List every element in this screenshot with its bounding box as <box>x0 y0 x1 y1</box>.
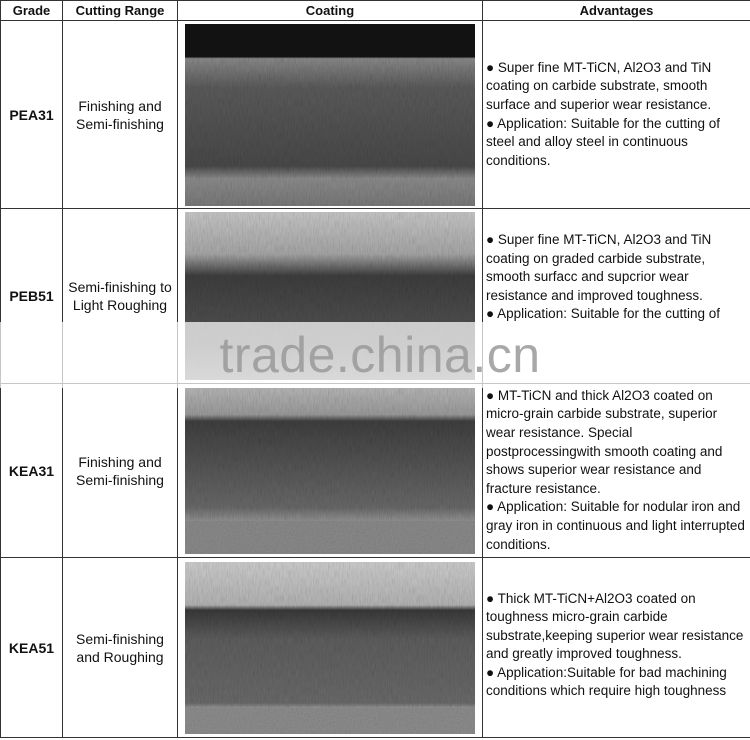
range-line: Finishing and <box>78 97 162 114</box>
application-text: ● Application:Suitable for bad machining conditions which require high toughness <box>486 664 727 699</box>
cutting-range-cell <box>63 21 178 209</box>
advantage-text: ● Super fine MT-TiCN, Al2O3 and TiN coating on carbide substrate, smooth surface and superior wear resistance. <box>486 59 712 112</box>
range-line: Semi-finishing <box>76 630 164 647</box>
advantages-cell <box>483 21 750 209</box>
advantage-text: ● Thick MT-TiCN+Al2O3 coated on toughness micro-grain carbide substrate,keeping superior wear resistance and greatly improved toughness. <box>486 590 744 662</box>
coating-sem-image <box>185 388 475 554</box>
advantages-cell <box>483 384 750 558</box>
grade-cell: PEA31 <box>1 21 63 209</box>
header-cutting-range: Cutting Range <box>63 1 178 21</box>
application-text: ● Application: Suitable for the cutting of steel and alloy steel in continuous conditions. <box>486 115 721 168</box>
range-line: Semi-finishing to <box>68 279 172 295</box>
table-row <box>1 558 750 738</box>
coating-cell <box>178 558 483 738</box>
header-grade: Grade <box>1 1 63 21</box>
cutting-range-cell <box>63 384 178 558</box>
coating-cell <box>178 21 483 209</box>
header-row <box>1 1 750 21</box>
grade-cell: PEB51 <box>1 209 63 384</box>
range-line: Semi-finishing <box>76 471 164 488</box>
range-line: Semi-finishing <box>76 115 164 132</box>
advantages-cell <box>483 558 750 738</box>
coating-sem-image <box>185 24 475 206</box>
application-text: ● Application: Suitable for the cutting of <box>486 306 721 322</box>
advantage-text: ● Super fine MT-TiCN, Al2O3 and TiN coating on graded carbide substrate, smooth surfacc and supcrior wear resistance and improved toughness. <box>486 232 712 303</box>
grade-cell: KEA51 <box>1 558 63 738</box>
range-line: Light Roughing <box>72 297 168 313</box>
coating-cell <box>178 384 483 558</box>
watermark-text: trade.china.cn <box>219 327 541 383</box>
header-advantages: Advantages <box>483 1 750 21</box>
range-line: Finishing and <box>78 453 162 470</box>
cutting-range-cell <box>63 558 178 738</box>
range-line: and Roughing <box>76 648 164 665</box>
header-coating: Coating <box>178 1 483 21</box>
advantage-text: ● MT-TiCN and thick Al2O3 coated on micro-grain carbide substrate, superior wear resistance. Special postprocessingwith smooth coating and shows superior wear resistance and fracture resistance. <box>486 387 723 496</box>
coating-sem-image <box>185 562 475 734</box>
table-row <box>1 384 750 558</box>
grade-cell: KEA31 <box>1 384 63 558</box>
table-row <box>1 21 750 209</box>
application-text: ● Application: Suitable for nodular iron and gray iron in continuous and light interrupted conditions. <box>486 499 745 552</box>
